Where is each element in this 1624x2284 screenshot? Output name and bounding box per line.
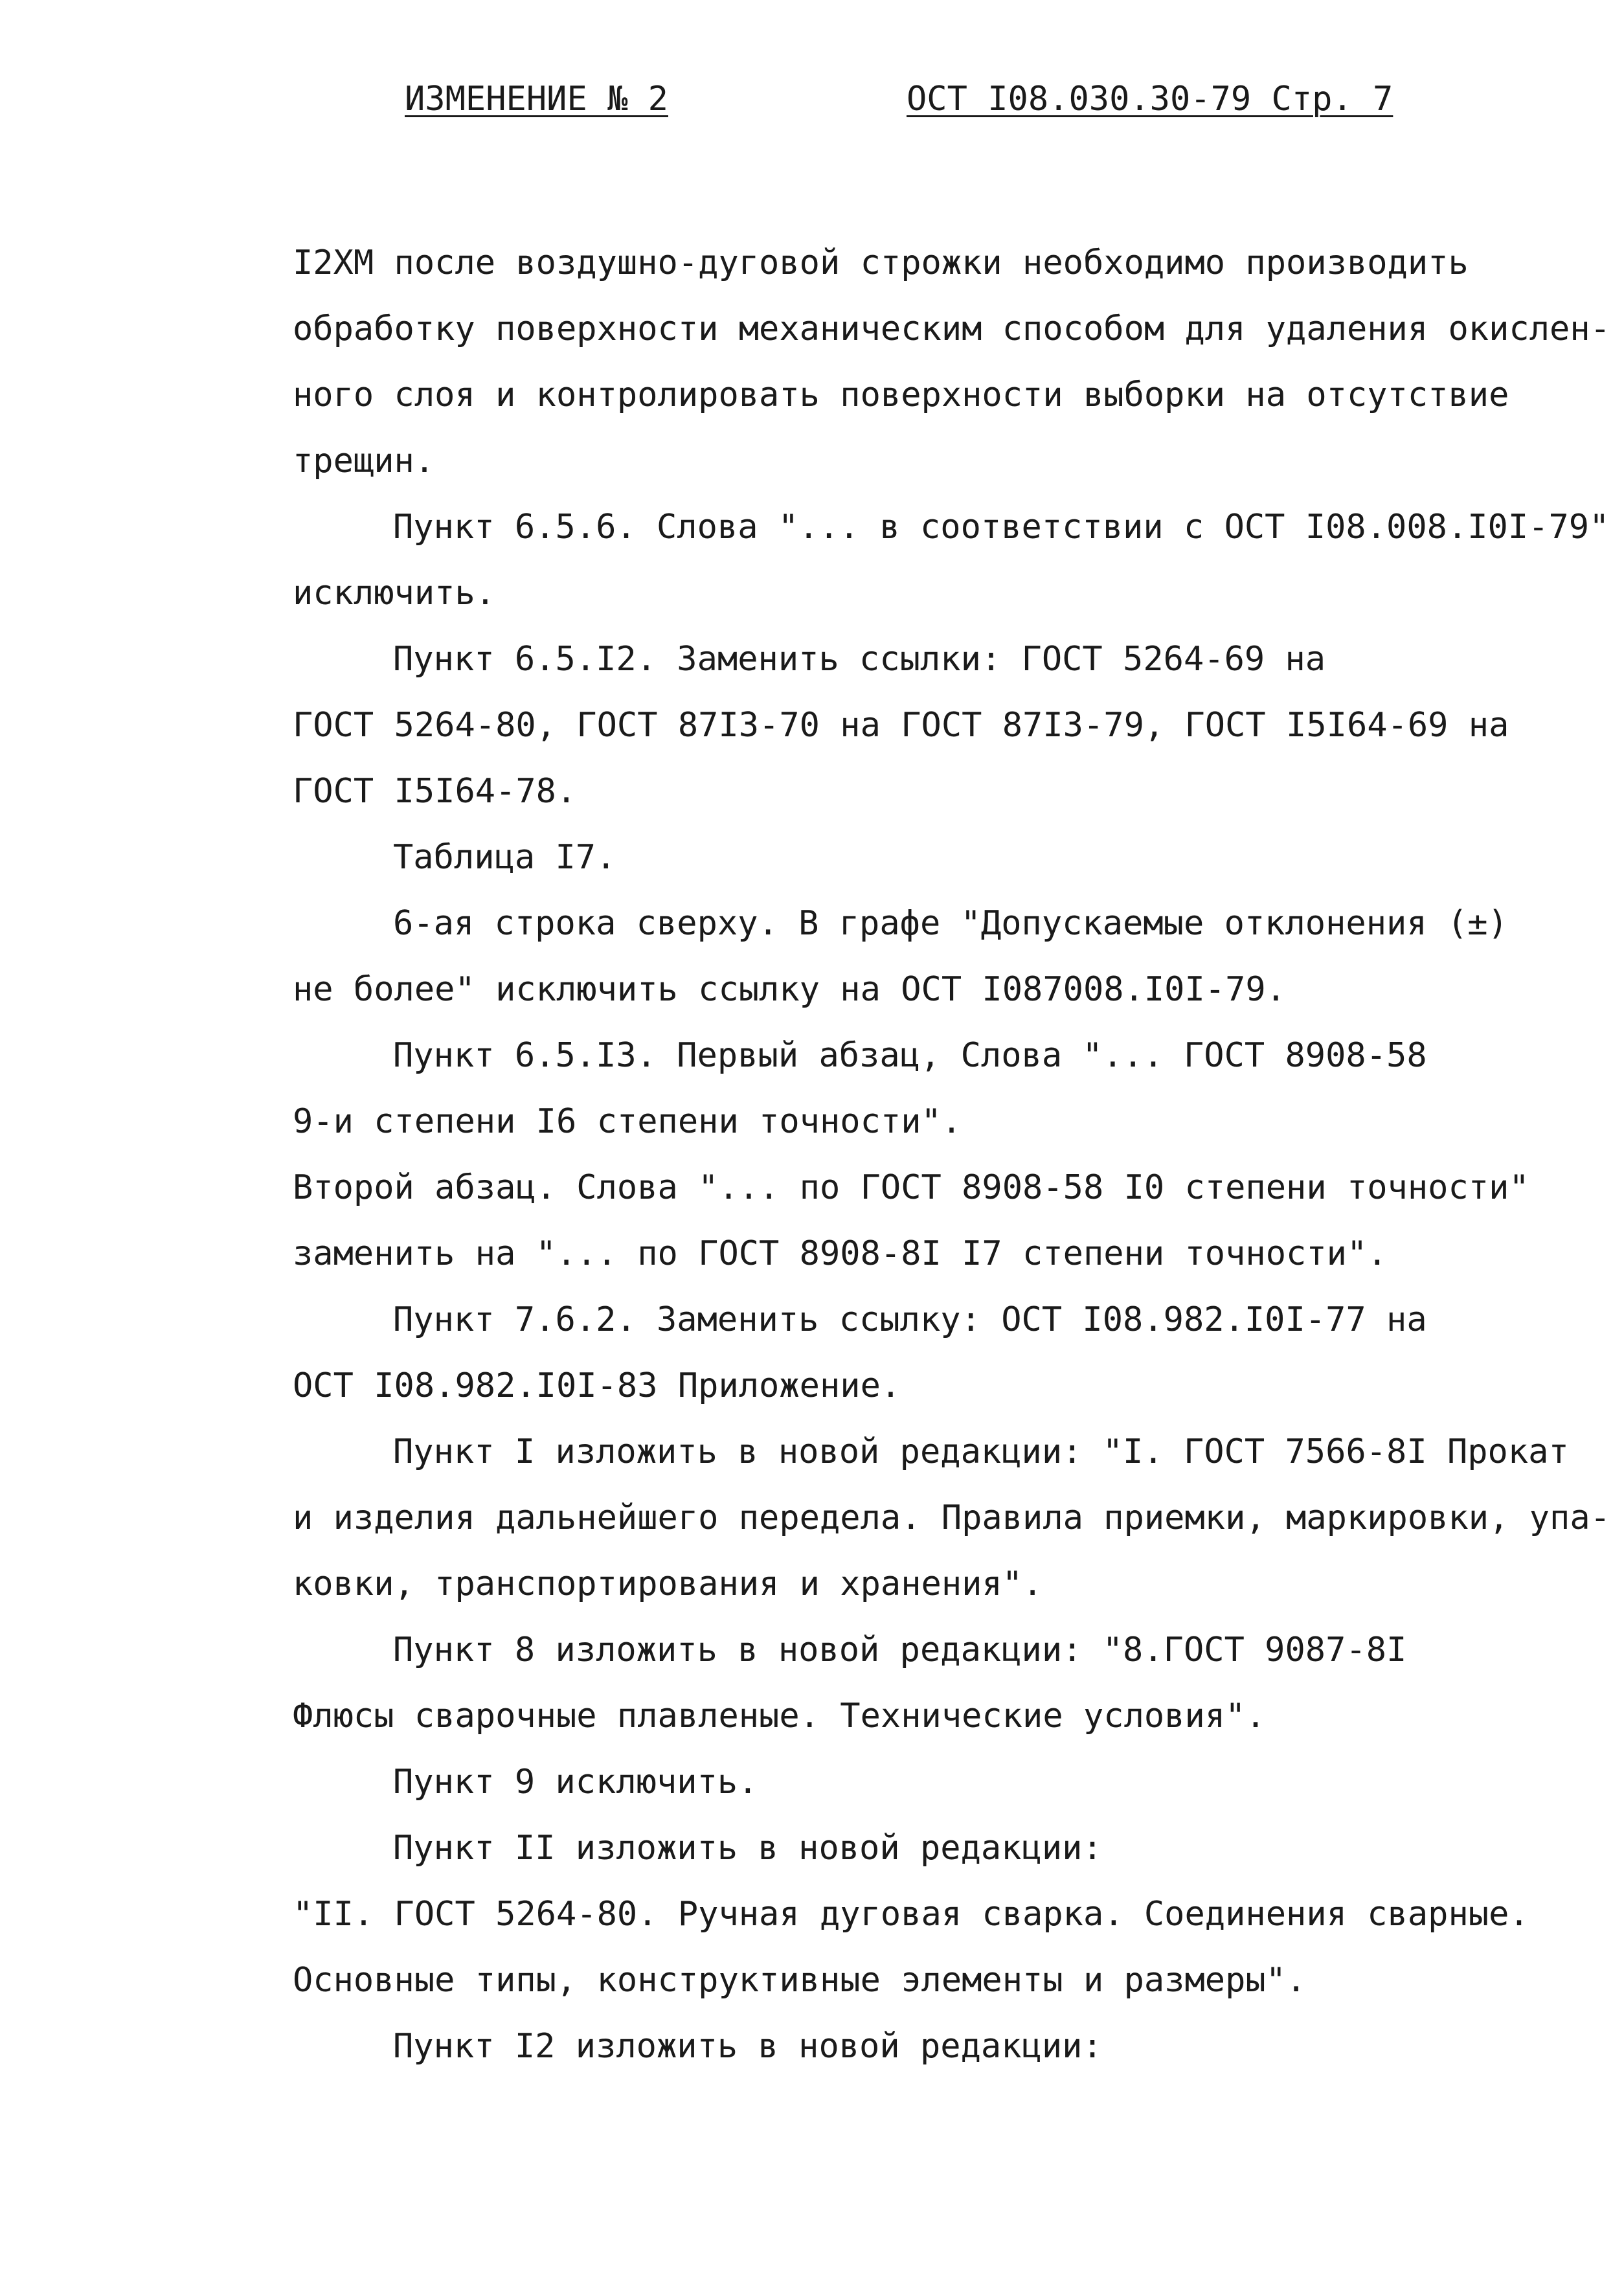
text-line: трещин. [293,442,435,481]
text-line: Пункт 8 изложить в новой редакции: "8.ГОСТ 9087-8I [393,1631,1407,1669]
text-line: ного слоя и контролировать поверхности выборки на отсутствие [293,376,1509,414]
text-line: Флюсы сварочные плавленые. Технические условия". [293,1697,1266,1736]
text-line: заменить на "... по ГОСТ 8908-8I I7 степени точности". [293,1234,1388,1273]
text-line: Пункт 6.5.6. Слова "... в соответствии с ОСТ I08.008.I0I-79" [393,508,1610,547]
text-line: Пункт II изложить в новой редакции: [393,1829,1103,1868]
text-line: 9-и степени I6 степени точности". [293,1102,962,1141]
text-line: 6-ая строка сверху. В графе "Допускаемые отклонения (±) [393,904,1508,943]
text-line: "II. ГОСТ 5264-80. Ручная дуговая сварка. Соединения сварные. [293,1895,1529,1934]
document-body [293,230,1610,2079]
text-line: ковки, транспортирования и хранения". [293,1565,1043,1603]
text-line: Пункт 7.6.2. Заменить ссылку: ОСТ I08.982.I0I-77 на [393,1300,1427,1339]
text-line: Таблица I7. [393,838,616,877]
change-number-heading: ИЗМЕНЕНИЕ № 2 [405,80,668,119]
text-line: Основные типы, конструктивные элементы и размеры". [293,1961,1307,2000]
text-line: Пункт I изложить в новой редакции: "I. ГОСТ 7566-8I Прокат [393,1432,1569,1471]
text-line: обработку поверхности механическим способом для удаления окислен- [293,310,1610,348]
text-line: I2ХМ после воздушно-дуговой строжки необходимо производить [293,243,1469,282]
text-line: ГОСТ I5I64-78. [293,772,577,811]
text-line: ГОСТ 5264-80, ГОСТ 87I3-70 на ГОСТ 87I3-79, ГОСТ I5I64-69 на [293,706,1509,745]
text-line: Пункт 6.5.I2. Заменить ссылки: ГОСТ 5264-69 на [393,640,1326,679]
text-line: Пункт 6.5.I3. Первый абзац, Слова "... ГОСТ 8908-58 [393,1036,1427,1075]
text-line: Пункт 9 исключить. [393,1763,758,1802]
text-line: не более" исключить ссылку на ОСТ I087008.I0I-79. [293,970,1287,1009]
text-line: Пункт I2 изложить в новой редакции: [393,2027,1103,2066]
standard-page-reference: ОСТ I08.030.30-79 Стр. 7 [907,80,1393,119]
text-line: исключить. [293,574,496,613]
text-line: ОСТ I08.982.I0I-83 Приложение. [293,1366,901,1405]
text-line: и изделия дальнейшего передела. Правила приемки, маркировки, упа- [293,1498,1610,1537]
text-line: Второй абзац. Слова "... по ГОСТ 8908-58 I0 степени точности" [293,1168,1529,1207]
